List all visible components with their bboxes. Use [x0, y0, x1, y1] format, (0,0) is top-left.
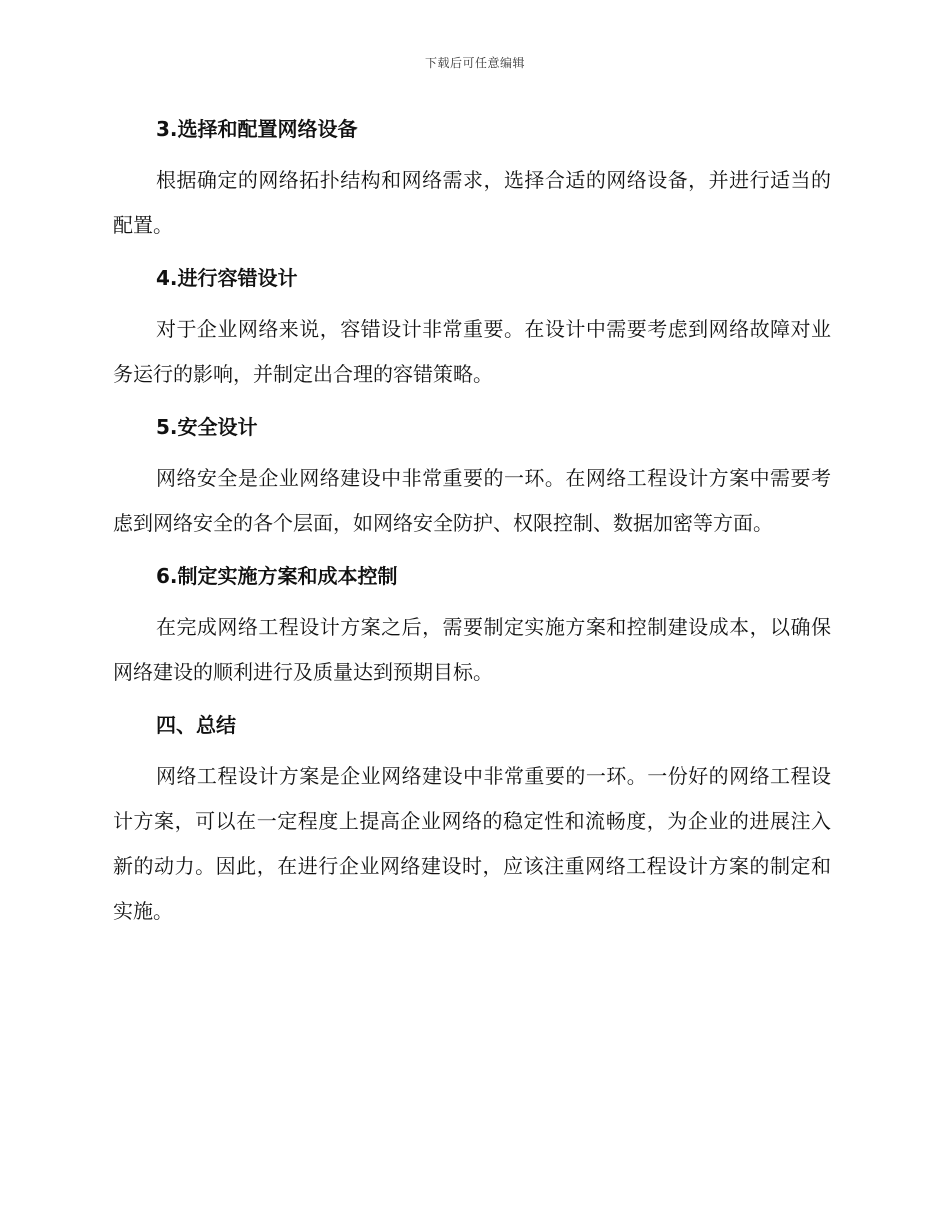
section-heading-fault-tolerance: 4.进行容错设计 — [156, 266, 298, 290]
section-paragraph-fault-tolerance: 对于企业网络来说，容错设计非常重要。在设计中需要考虑到网络故障对业务运行的影响，并制定出合理的容错策略。 — [113, 317, 831, 386]
section-heading-equipment: 3.选择和配置网络设备 — [156, 117, 358, 141]
section-paragraph-security: 网络安全是企业网络建设中非常重要的一环。在网络工程设计方案中需要考虑到网络安全的各个层面，如网络安全防护、权限控制、数据加密等方面。 — [113, 466, 831, 535]
section-heading-summary: 四、总结 — [156, 713, 236, 737]
section-paragraph-summary: 网络工程设计方案是企业网络建设中非常重要的一环。一份好的网络工程设计方案，可以在一定程度上提高企业网络的稳定性和流畅度，为企业的进展注入新的动力。因此，在进行企业网络建设时，应该注重网络工程设计方案的制定和实施。 — [113, 764, 831, 923]
header-note: 下载后可任意编辑 — [424, 56, 525, 70]
section-paragraph-implementation: 在完成网络工程设计方案之后，需要制定实施方案和控制建设成本，以确保网络建设的顺利进行及质量达到预期目标。 — [113, 615, 831, 684]
section-heading-security: 5.安全设计 — [156, 415, 258, 439]
document-body — [113, 112, 831, 934]
section-heading-implementation: 6.制定实施方案和成本控制 — [156, 564, 398, 588]
section-paragraph-equipment: 根据确定的网络拓扑结构和网络需求，选择合适的网络设备，并进行适当的配置。 — [113, 168, 831, 237]
